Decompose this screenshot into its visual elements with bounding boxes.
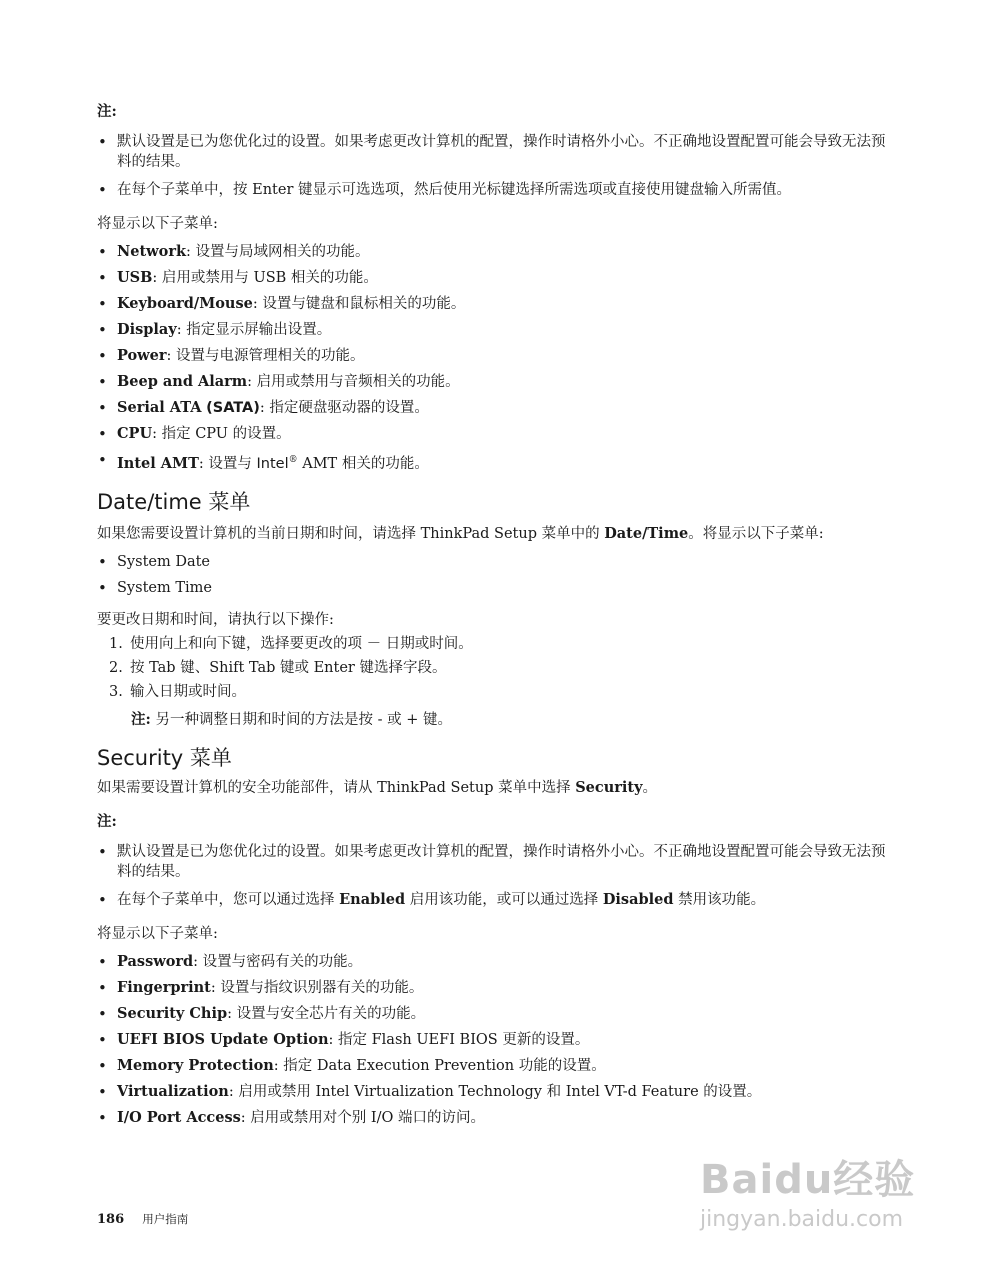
note-text: 另一种调整日期和时间的方法是按 - 或 + 键。	[150, 711, 452, 728]
item-term: Power	[117, 347, 167, 364]
list-item	[97, 424, 897, 444]
security-para	[97, 778, 897, 798]
page-content	[97, 96, 897, 1134]
list-item	[97, 294, 897, 314]
item-term: USB	[117, 269, 153, 286]
security-submenu-list	[97, 952, 897, 1128]
item-term: Security Chip	[117, 1004, 228, 1022]
item-term: Virtualization	[117, 1082, 229, 1100]
item-desc: : 设置与局域网相关的功能。	[186, 244, 370, 260]
item-desc: : 指定 Data Execution Prevention 功能的设置。	[273, 1057, 606, 1074]
item-desc: : 指定 Flash UEFI BIOS 更新的设置。	[328, 1031, 590, 1048]
item-term: Memory Protection	[117, 1056, 274, 1074]
item-term: CPU	[117, 425, 153, 442]
watermark-logo: Baidu经验	[700, 1157, 916, 1203]
enabled-term: Enabled	[339, 890, 406, 908]
list-item	[97, 1082, 897, 1102]
watermark-url: jingyan.baidu.com	[700, 1207, 904, 1232]
list-item	[97, 1108, 897, 1128]
item-desc: : 设置与键盘和鼠标相关的功能。	[252, 296, 466, 312]
list-item	[97, 1056, 897, 1076]
step-text: 按 Tab 键、Shift Tab 键或 Enter 键选择字段。	[130, 659, 447, 676]
para-text: 。	[642, 779, 658, 796]
list-item	[97, 450, 897, 474]
item-term: I/O Port Access	[117, 1108, 241, 1126]
step-number: 1.	[109, 635, 123, 652]
security-notes-list	[97, 842, 897, 910]
datetime-para	[97, 524, 897, 544]
item-desc: : 启用或禁用与音频相关的功能。	[247, 374, 460, 390]
baidu-watermark	[700, 1148, 940, 1268]
item-term: Display	[117, 321, 177, 338]
item-desc: : 指定 CPU 的设置。	[152, 426, 291, 442]
item-desc: : 启用或禁用 Intel Virtualization Technology 和 Intel VT-d Feature 的设置。	[228, 1083, 762, 1100]
para-text: 如果需要设置计算机的安全功能部件，请从 ThinkPad Setup 菜单中选择	[97, 779, 576, 796]
item-term: Serial ATA	[117, 399, 202, 416]
disabled-term: Disabled	[602, 890, 674, 908]
notes-list	[97, 132, 897, 200]
list-item	[97, 952, 897, 972]
item-term: Intel AMT	[117, 454, 199, 472]
item-term: UEFI BIOS Update Option	[117, 1030, 329, 1048]
submenu-intro: 将显示以下子菜单:	[97, 925, 218, 942]
list-item: • 在每个子菜单中，按 Enter 键显示可选选项，然后使用光标键选择所需选项或直接使用键盘输入所需值。	[97, 180, 897, 200]
security-heading: Security 菜单	[97, 745, 232, 770]
note-label: 注:	[97, 812, 117, 830]
item-desc: : 设置与	[198, 455, 257, 472]
step-number: 2.	[109, 659, 123, 676]
item-term: Keyboard/Mouse	[117, 295, 253, 312]
step-number: 3.	[109, 683, 123, 700]
list-item	[97, 1004, 897, 1024]
list-item	[97, 268, 897, 288]
item-desc: : 设置与指纹识别器有关的功能。	[210, 979, 424, 996]
list-item	[97, 1030, 897, 1050]
item-desc: : 设置与密码有关的功能。	[193, 953, 363, 970]
step-text: 输入日期或时间。	[130, 683, 246, 700]
registered-mark: ®	[288, 455, 298, 465]
item-desc: AMT 相关的功能。	[297, 455, 429, 472]
list-item	[97, 398, 897, 418]
item-term: Beep and Alarm	[117, 373, 248, 390]
item-desc: : 设置与安全芯片有关的功能。	[227, 1005, 426, 1022]
list-item: • System Date	[97, 552, 897, 572]
note-text: 在每个子菜单中，您可以通过选择	[117, 891, 340, 908]
datetime-list	[97, 552, 897, 598]
submenu-intro: 将显示以下子菜单:	[97, 216, 218, 232]
list-item	[97, 320, 897, 340]
item-desc: : 设置与电源管理相关的功能。	[166, 348, 365, 364]
list-item	[97, 372, 897, 392]
note-text: 启用该功能，或可以通过选择	[405, 891, 603, 908]
item-term-sata: (SATA)	[206, 400, 260, 416]
item-term: Network	[117, 243, 187, 260]
list-item	[97, 242, 897, 262]
item-term: Fingerprint	[117, 978, 211, 996]
footer-title: 用户指南	[142, 1212, 189, 1226]
step-item	[97, 682, 897, 702]
step-item	[97, 658, 897, 678]
para-text: 。将显示以下子菜单:	[688, 525, 824, 542]
list-item	[97, 978, 897, 998]
para-bold: Date/Time	[604, 524, 689, 542]
steps-intro: 要更改日期和时间，请执行以下操作:	[97, 611, 334, 628]
note-label: 注:	[97, 103, 117, 120]
item-term: Password	[117, 952, 194, 970]
step-text: 使用向上和向下键，选择要更改的项 － 日期或时间。	[130, 635, 473, 652]
para-text: 如果您需要设置计算机的当前日期和时间，请选择 ThinkPad Setup 菜单中的	[97, 525, 605, 542]
para-bold: Security	[575, 778, 643, 796]
list-item: • System Time	[97, 578, 897, 598]
note-label: 注:	[131, 710, 151, 728]
item-desc: : 启用或禁用与 USB 相关的功能。	[152, 270, 378, 286]
item-desc: : 启用或禁用对个别 I/O 端口的访问。	[240, 1109, 486, 1126]
note-text: 禁用该功能。	[673, 891, 766, 908]
item-desc: : 指定硬盘驱动器的设置。	[259, 400, 429, 416]
datetime-note	[97, 710, 897, 730]
page-number: 186	[97, 1212, 125, 1227]
list-item	[97, 346, 897, 366]
page-footer	[97, 1210, 188, 1229]
datetime-heading: Date/time 菜单	[97, 489, 251, 514]
submenu-list	[97, 242, 897, 474]
item-desc: : 指定显示屏输出设置。	[176, 322, 332, 338]
intel-brand: Intel	[256, 455, 289, 472]
list-item: • 默认设置是已为您优化过的设置。如果考虑更改计算机的配置，操作时请格外小心。不正确地设置配置可能会导致无法预料的结果。	[97, 132, 897, 172]
list-item: • 默认设置是已为您优化过的设置。如果考虑更改计算机的配置，操作时请格外小心。不正确地设置配置可能会导致无法预料的结果。	[97, 842, 897, 882]
list-item	[97, 890, 897, 910]
steps-list	[97, 634, 897, 702]
step-item	[97, 634, 897, 654]
